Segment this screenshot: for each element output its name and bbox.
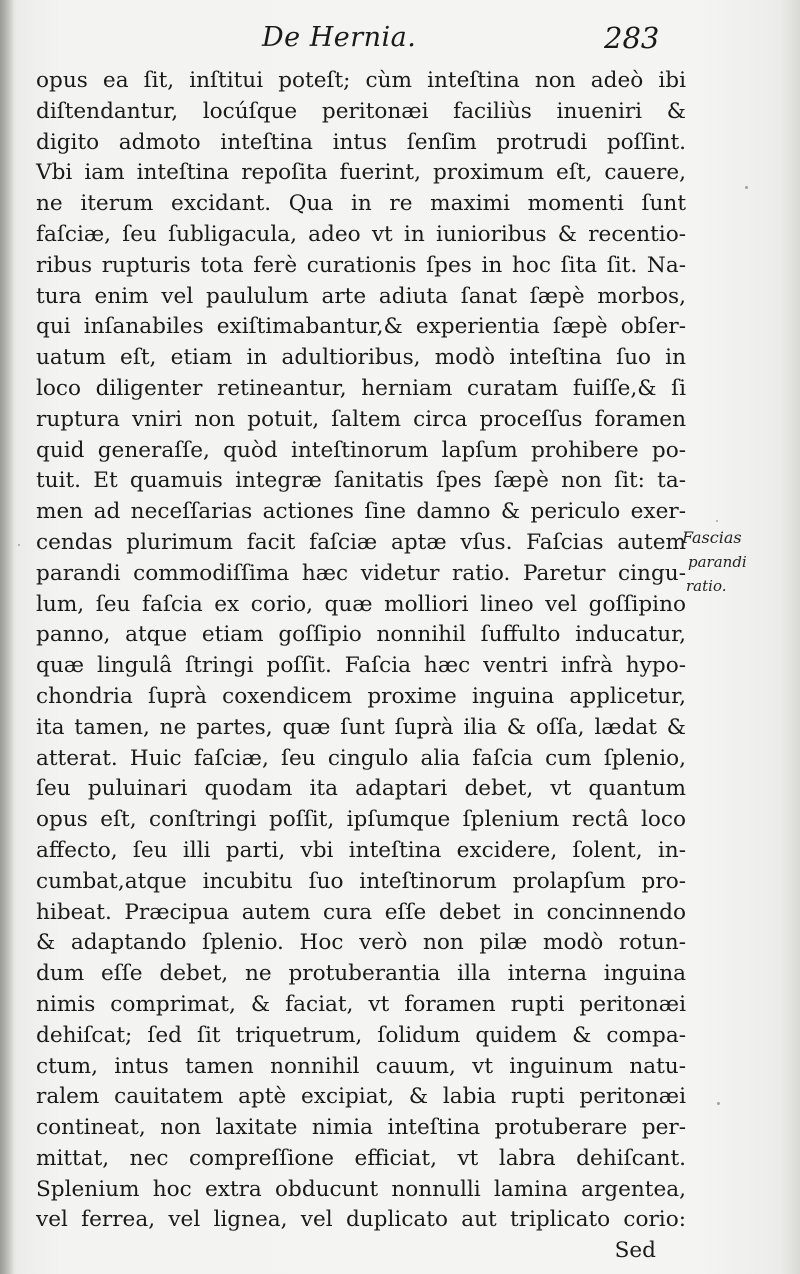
page-number: 283 bbox=[604, 21, 660, 55]
text-line: & adaptando ſplenio. Hoc verò non pilæ modò rotun- bbox=[36, 930, 686, 956]
text-line: ſeu puluinari quodam ita adaptari debet, vt quantum bbox=[36, 776, 686, 802]
text-line: contineat, non laxitate nimia inteſtina protuberare per- bbox=[36, 1115, 686, 1141]
marginal-note-line: parandi bbox=[688, 553, 747, 571]
paper-speck bbox=[716, 520, 718, 522]
text-line: hibeat. Præcipua autem cura eſſe debet in concinnendo bbox=[36, 899, 686, 925]
marginal-note bbox=[676, 526, 786, 598]
paper-speck bbox=[745, 186, 748, 189]
page-header bbox=[0, 22, 800, 58]
text-line: dehiſcat; ſed ſit triquetrum, ſolidum quidem & compa- bbox=[36, 1022, 686, 1048]
text-line: loco diligenter retineantur, herniam curatam fuiſſe,& ſi bbox=[36, 375, 686, 401]
text-line: ctum, intus tamen nonnihil cauum, vt inguinum natu- bbox=[36, 1053, 686, 1079]
text-line: dum eſſe debet, ne protuberantia illa interna inguina bbox=[36, 961, 686, 987]
paper-speck bbox=[717, 1102, 720, 1105]
text-line: ralem cauitatem aptè excipiat, & labia rupti peritonæi bbox=[36, 1084, 686, 1110]
text-line: quid generaſſe, quòd inteſtinorum lapſum prohibere po- bbox=[36, 437, 686, 463]
text-line: Vbi iam inteſtina repoſita fuerint, proximum eſt, cauere, bbox=[36, 160, 686, 186]
text-line: affecto, ſeu illi parti, vbi inteſtina excidere, ſolent, in- bbox=[36, 837, 686, 863]
text-line: opus eſt, conſtringi poſſit, ipſumque ſplenium rectâ loco bbox=[36, 807, 686, 833]
paper-speck bbox=[18, 544, 20, 546]
body-text bbox=[36, 66, 686, 1267]
text-line: parandi commodiſſima hæc videtur ratio. Paretur cingu- bbox=[36, 560, 686, 586]
text-line: vel ferrea, vel lignea, vel duplicato aut triplicato corio: bbox=[36, 1207, 686, 1233]
text-line: chondria ſuprà coxendicem proxime inguina applicetur, bbox=[36, 683, 686, 709]
text-line: Splenium hoc extra obducunt nonnulli lamina argentea, bbox=[36, 1176, 686, 1202]
text-line: lum, ſeu faſcia ex corio, quæ molliori lineo vel goſſipino bbox=[36, 591, 686, 617]
text-line: tura enim vel paululum arte adiuta ſanat ſæpè morbos, bbox=[36, 283, 686, 309]
catchword: Sed bbox=[614, 1238, 656, 1264]
text-line: nimis comprimat, & faciat, vt foramen rupti peritonæi bbox=[36, 991, 686, 1017]
text-line: qui inſanabiles exiſtimabantur,& experientia ſæpè obſer- bbox=[36, 314, 686, 340]
text-line: mittat, nec compreſſione efficiat, vt labra dehiſcant. bbox=[36, 1145, 686, 1171]
text-line: diſtendantur, locúſque peritonæi faciliùs inueniri & bbox=[36, 98, 686, 124]
text-line: ruptura vniri non potuit, ſaltem circa proceſſus foramen bbox=[36, 406, 686, 432]
text-line: ita tamen, ne partes, quæ ſunt ſuprà ilia & oſſa, lædat & bbox=[36, 714, 686, 740]
binding-shadow bbox=[0, 0, 14, 1274]
text-line: panno, atque etiam goſſipio nonnihil ſuffulto inducatur, bbox=[36, 622, 686, 648]
text-line: digito admoto inteſtina intus ſenſim protrudi poſſint. bbox=[36, 129, 686, 155]
text-line: tuit. Et quamuis integræ ſanitatis ſpes ſæpè non ſit: ta- bbox=[36, 468, 686, 494]
text-line: ribus rupturis tota ferè curationis ſpes in hoc ſita ſit. Na- bbox=[36, 252, 686, 278]
text-line: faſciæ, ſeu ſubligacula, adeo vt in iunioribus & recentio- bbox=[36, 221, 686, 247]
text-line: atterat. Huic faſciæ, ſeu cingulo alia faſcia cum ſplenio, bbox=[36, 745, 686, 771]
text-line: ne iterum excidant. Qua in re maximi momenti ſunt bbox=[36, 191, 686, 217]
marginal-note-line: Fascias bbox=[682, 528, 742, 547]
text-line: men ad neceſſarias actiones ſine damno & periculo exer- bbox=[36, 499, 686, 525]
text-line: quæ lingulâ ſtringi poſſit. Faſcia hæc ventri infrà hypo- bbox=[36, 653, 686, 679]
running-title: De Hernia. bbox=[262, 22, 417, 53]
text-line: cendas plurimum facit faſciæ aptæ vſus. Faſcias autem bbox=[36, 529, 686, 555]
marginal-note-line: ratio. bbox=[686, 577, 727, 595]
text-line: uatum eſt, etiam in adultioribus, modò inteſtina ſuo in bbox=[36, 345, 686, 371]
text-line: opus ea ſit, inſtitui poteſt; cùm inteſtina non adeò ibi bbox=[36, 68, 686, 93]
text-line: cumbat,atque incubitu ſuo inteſtinorum prolapſum pro- bbox=[36, 868, 686, 894]
